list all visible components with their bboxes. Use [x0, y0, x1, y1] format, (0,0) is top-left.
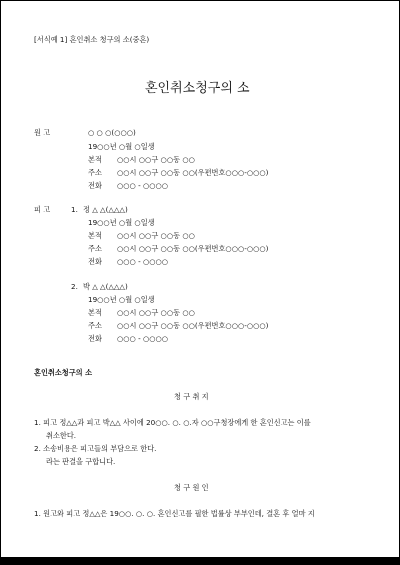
page-border-left [0, 0, 1, 565]
defendant-address-label: 주소 [88, 321, 102, 330]
defendant-domicile: ○○시 ○○구 ○○동 ○○ [117, 308, 195, 317]
page-border-top [0, 0, 400, 1]
defendant-name: 박 △ △(△△△) [83, 282, 128, 291]
defendant-name: 정 △ △(△△△) [83, 205, 128, 214]
defendant-domicile-label: 본적 [88, 308, 102, 317]
defendant-number: 1. [71, 205, 78, 214]
defendant-phone: ○○○ - ○○○○ [117, 257, 169, 266]
claim-cause-heading: 청 구 원 인 [174, 483, 209, 492]
case-name: 혼인취소청구의 소 [34, 368, 93, 377]
plaintiff-domicile: ○○시 ○○구 ○○동 ○○ [117, 155, 195, 164]
defendant-address: ○○시 ○○구 ○○동 ○○(우편번호○○○-○○○) [117, 244, 269, 253]
document-title: 혼인취소청구의 소 [145, 81, 250, 96]
defendant-number: 2. [71, 282, 78, 291]
plaintiff-role-label: 원 고 [34, 128, 51, 137]
claim-cause-item-1-line-1: 1. 원고와 피고 정△△은 19○○. ○. ○. 혼인신고를 필한 법률상 부부인데, 결혼 후 얼마 지 [34, 509, 315, 518]
claim-purpose-conclusion: 라는 판결을 구합니다. [46, 457, 116, 466]
plaintiff-birth: 19○○년 ○월 ○일생 [88, 142, 155, 151]
claim-purpose-item-1-line-1: 1. 피고 정△△과 피고 박△△ 사이에 20○○. ○. ○.자 ○○구청장에게 한 혼인신고는 이를 [34, 418, 311, 427]
plaintiff-phone-label: 전화 [88, 181, 102, 190]
defendant-birth: 19○○년 ○월 ○일생 [88, 218, 155, 227]
defendant-phone: ○○○ - ○○○○ [117, 334, 169, 343]
plaintiff-name: ○ ○ ○(○○○) [88, 128, 136, 137]
defendant-domicile-label: 본적 [88, 231, 102, 240]
defendant-role-label: 피 고 [34, 205, 51, 214]
defendant-address: ○○시 ○○구 ○○동 ○○(우편번호○○○-○○○) [117, 321, 269, 330]
defendant-domicile: ○○시 ○○구 ○○동 ○○ [117, 231, 195, 240]
claim-purpose-item-2: 2. 소송비용은 피고들의 부담으로 한다. [34, 444, 157, 453]
defendant-phone-label: 전화 [88, 257, 102, 266]
defendant-birth: 19○○년 ○월 ○일생 [88, 295, 155, 304]
defendant-address-label: 주소 [88, 244, 102, 253]
page-border-bottom [0, 557, 400, 565]
defendant-phone-label: 전화 [88, 334, 102, 343]
claim-purpose-heading: 청 구 취 지 [174, 392, 209, 401]
plaintiff-address-label: 주소 [88, 168, 102, 177]
form-label: [서식예 1] 혼인취소 청구의 소(중혼) [34, 35, 150, 44]
plaintiff-address: ○○시 ○○구 ○○동 ○○(우편번호○○○-○○○) [117, 168, 269, 177]
plaintiff-phone: ○○○ - ○○○○ [117, 181, 169, 190]
claim-purpose-item-1-line-2: 취소한다. [46, 431, 77, 440]
plaintiff-domicile-label: 본적 [88, 155, 102, 164]
